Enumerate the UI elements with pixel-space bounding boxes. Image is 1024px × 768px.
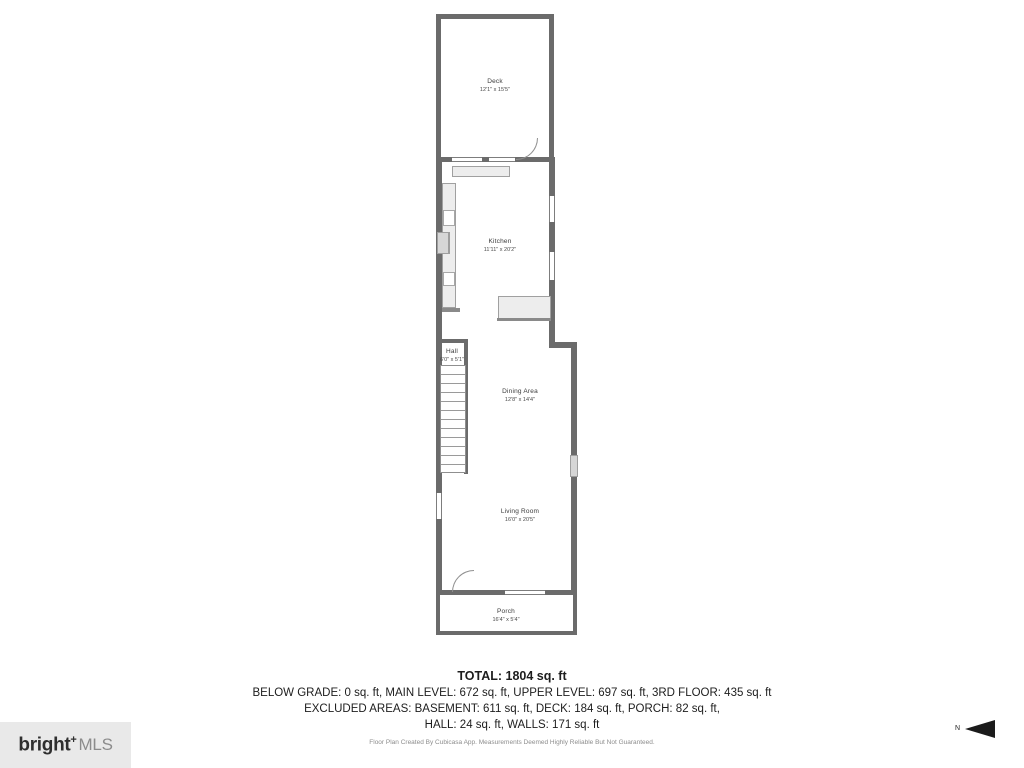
kitchen-rear-window: [452, 157, 482, 162]
dining-radiator-icon: [570, 455, 578, 477]
stair-tread: [441, 383, 465, 384]
room-label-deck: Deck 12'1" x 15'5": [479, 78, 511, 93]
room-label-hall: Hall 6'0" x 5'1": [439, 348, 465, 363]
living-room-front-window: [505, 590, 545, 595]
room-label-living-room: Living Room 16'0" x 20'5": [500, 508, 540, 523]
stair-tread: [441, 464, 465, 465]
kitchen-partition-left: [442, 308, 460, 312]
stair-tread: [441, 428, 465, 429]
kitchen-range-icon: [443, 272, 455, 286]
north-label: N: [955, 725, 961, 732]
room-label-porch: Porch 16'4" x 5'4": [492, 608, 520, 623]
watermark-plus: +: [70, 733, 77, 746]
room-label-kitchen: Kitchen 11'11" x 20'2": [483, 238, 517, 253]
kitchen-window-right-1: [549, 196, 555, 222]
stair-tread: [441, 392, 465, 393]
watermark-brand: bright: [18, 734, 71, 756]
kitchen-counter-upper-right: [452, 166, 510, 177]
stair-tread: [441, 419, 465, 420]
room-label-dining-area: Dining Area 12'8" x 14'4": [502, 388, 538, 403]
deck-wall-left: [436, 14, 441, 162]
stair-tread: [441, 374, 465, 375]
watermark-text: [18, 734, 112, 756]
summary-line-levels: BELOW GRADE: 0 sq. ft, MAIN LEVEL: 672 sq. ft, UPPER LEVEL: 697 sq. ft, 3RD FLOOR: 435 sq. ft: [252, 687, 772, 699]
porch-wall-left: [436, 595, 440, 635]
stair-tread: [441, 455, 465, 456]
stair-tread: [441, 446, 465, 447]
kitchen-window-right-2: [549, 252, 555, 280]
deck-wall-top: [436, 14, 554, 19]
summary-line-hall-walls: HALL: 24 sq. ft, WALLS: 171 sq. ft: [424, 719, 600, 731]
porch-wall-right: [573, 595, 577, 635]
summary-total: TOTAL: 1804 sq. ft: [457, 669, 567, 683]
living-room-window-left: [436, 493, 442, 519]
watermark-suffix: MLS: [78, 735, 113, 755]
stair-tread: [441, 401, 465, 402]
front-door-swing-icon: [452, 570, 474, 592]
staircase: [440, 365, 466, 473]
kitchen-pantry-icon: [437, 232, 449, 254]
north-arrow-icon: [955, 718, 1005, 744]
north-arrow-triangle: [965, 720, 995, 738]
kitchen-island: [498, 296, 551, 320]
area-summary: [0, 668, 1024, 733]
stair-tread: [441, 437, 465, 438]
stair-tread: [441, 410, 465, 411]
porch-wall-bottom: [436, 631, 577, 635]
brightmls-watermark: [0, 722, 131, 768]
summary-line-excluded: EXCLUDED AREAS: BASEMENT: 611 sq. ft, DECK: 184 sq. ft, PORCH: 82 sq. ft,: [304, 703, 720, 715]
kitchen-partition-right: [497, 318, 551, 321]
kitchen-rear-window-2: [489, 157, 515, 162]
disclaimer-text: Floor Plan Created By Cubicasa App. Measurements Deemed Highly Reliable But Not Guaranteed.: [369, 739, 655, 746]
kitchen-sink-icon: [443, 210, 455, 226]
deck-wall-right: [549, 14, 554, 162]
